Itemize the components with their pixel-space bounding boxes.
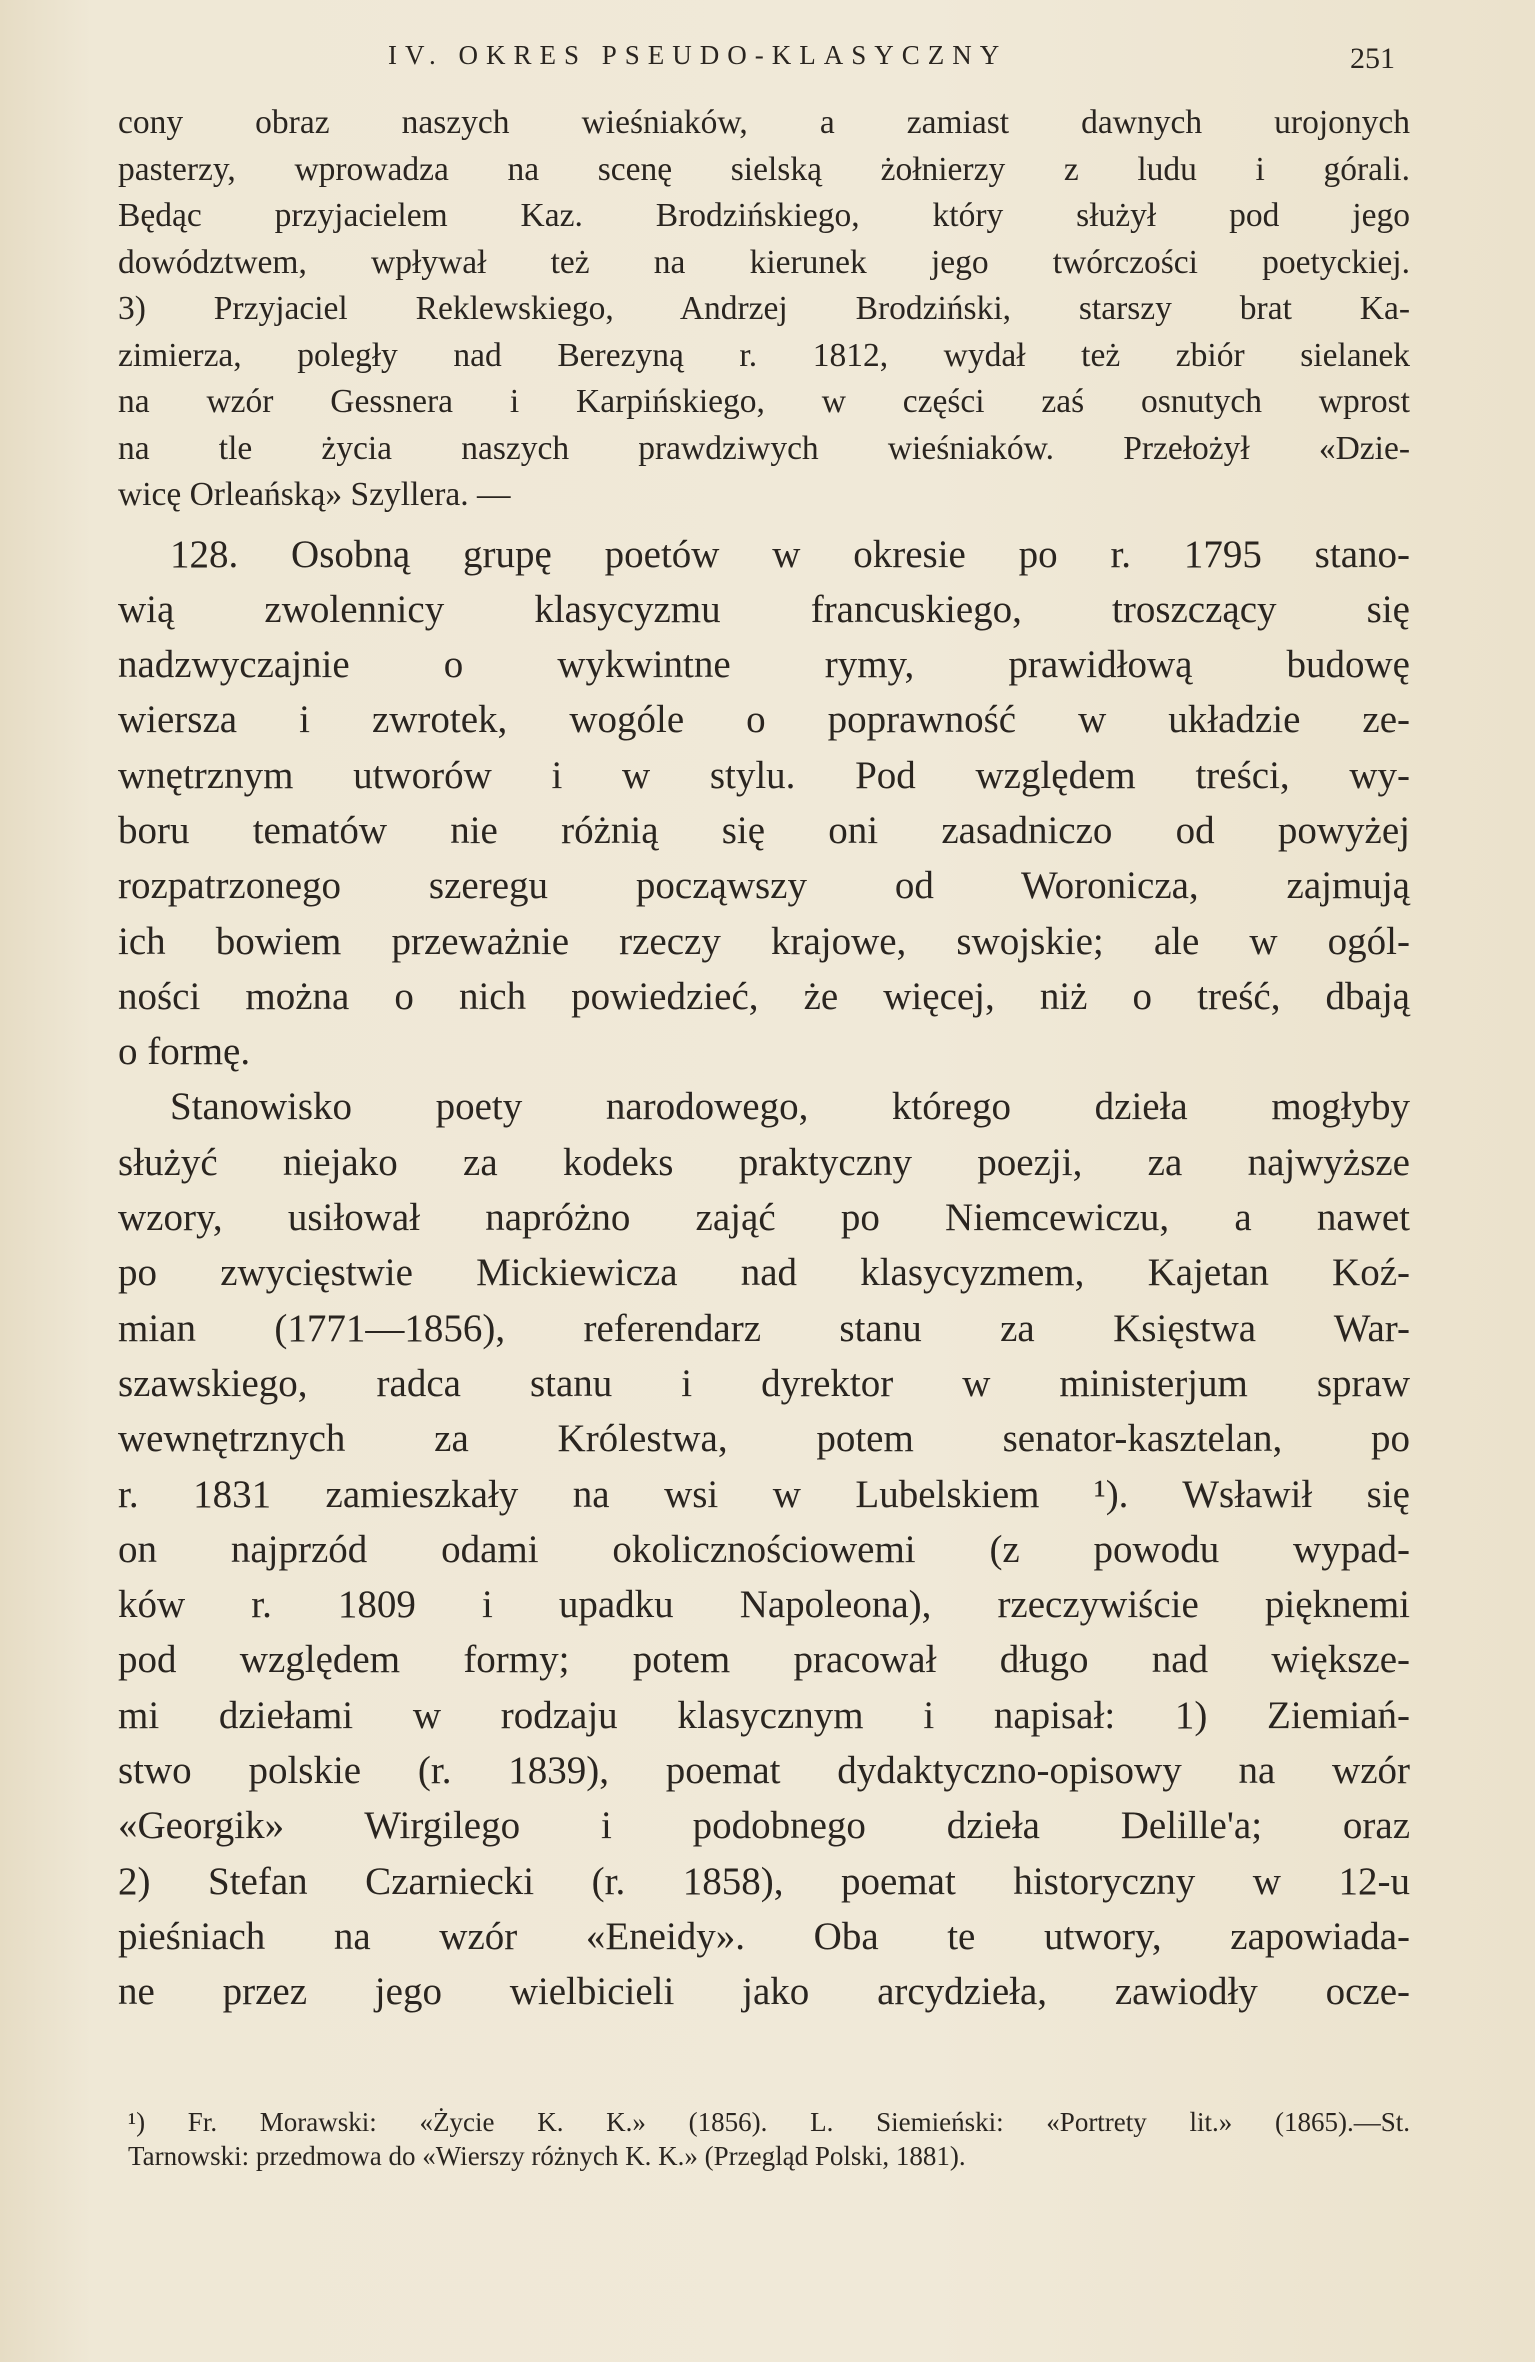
- text-line: wicę Orleańską» Szyllera. —: [118, 476, 511, 513]
- text-line: o formę.: [118, 1030, 251, 1074]
- text-line: pod względem formy; potem pracował długo nad większe-: [118, 1638, 1410, 1682]
- text-line: ich bowiem przeważnie rzeczy krajowe, swojskie; ale w ogól-: [118, 919, 1410, 963]
- text-line: mian (1771—1856), referendarz stanu za Księstwa War-: [118, 1306, 1410, 1350]
- text-line: na wzór Gessnera i Karpińskiego, w części zaś osnutych wprost: [118, 383, 1410, 420]
- text-line: mi dziełami w rodzaju klasycznym i napisał: 1) Ziemiań-: [118, 1693, 1410, 1737]
- text-line: stwo polskie (r. 1839), poemat dydaktyczno-opisowy na wzór: [118, 1749, 1410, 1793]
- footnotes: [128, 2105, 1410, 2173]
- text-line: 3) Przyjaciel Reklewskiego, Andrzej Brodziński, starszy brat Ka-: [118, 290, 1410, 327]
- text-line: rozpatrzonego szeregu począwszy od Woronicza, zajmują: [118, 864, 1410, 908]
- paragraph-kozmian: [118, 1079, 1410, 2019]
- text-line: wzory, usiłował napróżno zająć po Niemcewiczu, a nawet: [118, 1196, 1410, 1240]
- text-line: ności można o nich powiedzieć, że więcej, niż o treść, dbają: [118, 974, 1410, 1018]
- text-line: 2) Stefan Czarniecki (r. 1858), poemat historyczny w 12-u: [118, 1859, 1410, 1903]
- text-line: zimierza, poległy nad Berezyną r. 1812, wydał też zbiór sielanek: [118, 336, 1410, 374]
- text-line: na tle życia naszych prawdziwych wieśniaków. Przełożył «Dzie-: [118, 429, 1410, 467]
- footnote-line: ¹) Fr. Morawski: «Życie K. K.» (1856). L. Siemieński: «Portrety lit.» (1865).—St.: [128, 2107, 1410, 2137]
- text-line: wewnętrznych za Królestwa, potem senator-kasztelan, po: [118, 1417, 1410, 1461]
- text-line: wią zwolennicy klasycyzmu francuskiego, troszczący się: [118, 587, 1410, 631]
- page-header: [118, 38, 1395, 84]
- footnote-line: Tarnowski: przedmowa do «Wierszy różnych K. K.» (Przegląd Polski, 1881).: [128, 2141, 966, 2171]
- text-line: pieśniach na wzór «Eneidy». Oba te utwory, zapowiada-: [118, 1914, 1410, 1958]
- paragraph-continuation: [118, 100, 1410, 519]
- page-number: 251: [1350, 42, 1395, 75]
- text-line: on najprzód odami okolicznościowemi (z powodu wypad-: [118, 1527, 1410, 1571]
- paragraph-128: [118, 527, 1410, 1080]
- text-line: r. 1831 zamieszkały na wsi w Lubelskiem ¹). Wsławił się: [118, 1472, 1410, 1516]
- text-line: Stanowisko poety narodowego, którego dzieła mogłyby: [170, 1085, 1410, 1129]
- text-line: dowództwem, wpływał też na kierunek jego twórczości poetyckiej.: [118, 243, 1410, 281]
- text-line: boru tematów nie różnią się oni zasadniczo od powyżej: [118, 808, 1410, 852]
- text-line: po zwycięstwie Mickiewicza nad klasycyzmem, Kajetan Koź-: [118, 1251, 1410, 1295]
- text-line: 128. Osobną grupę poetów w okresie po r. 1795 stano-: [170, 532, 1410, 576]
- text-line: Będąc przyjacielem Kaz. Brodzińskiego, który służył pod jego: [118, 197, 1410, 234]
- text-line: szawskiego, radca stanu i dyrektor w ministerjum spraw: [118, 1361, 1410, 1405]
- text-line: nadzwyczajnie o wykwintne rymy, prawidłową budowę: [118, 643, 1410, 687]
- text-line: «Georgik» Wirgilego i podobnego dzieła Delille'a; oraz: [118, 1804, 1410, 1848]
- text-line: pasterzy, wprowadza na scenę sielską żołnierzy z ludu i górali.: [118, 150, 1410, 188]
- text-line: wiersza i zwrotek, wogóle o poprawność w układzie ze-: [118, 698, 1410, 742]
- text-line: służyć niejako za kodeks praktyczny poezji, za najwyższe: [118, 1140, 1410, 1184]
- text-line: wnętrznym utworów i w stylu. Pod względem treści, wy-: [118, 753, 1410, 797]
- text-line: ne przez jego wielbicieli jako arcydzieła, zawiodły ocze-: [118, 1970, 1410, 2014]
- running-head: IV. OKRES PSEUDO-KLASYCZNY: [388, 40, 1008, 70]
- text-line: cony obraz naszych wieśniaków, a zamiast dawnych urojonych: [118, 104, 1410, 141]
- text-line: ków r. 1809 i upadku Napoleona), rzeczywiście pięknemi: [118, 1583, 1410, 1627]
- main-text: [118, 100, 1410, 2020]
